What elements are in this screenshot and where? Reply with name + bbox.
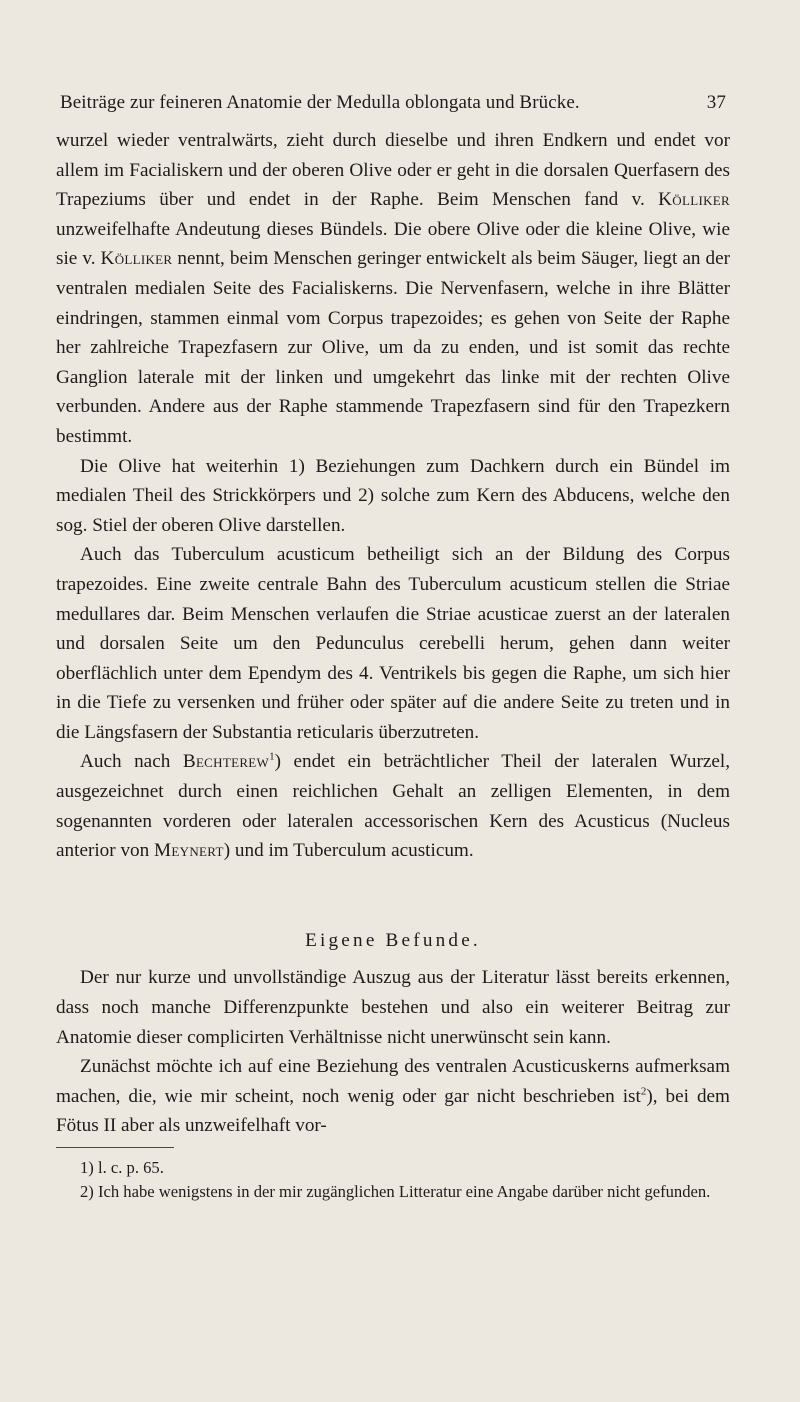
footnotes [56,1156,756,1204]
author-name-koelliker: Kölliker [658,189,730,211]
paragraph-3: Auch das Tuberculum acusticum betheiligt sich an der Bildung des Corpus trapezoides. Eine zweite centrale Bahn des Tuberculum acusticum stellen die Striae medullares dar. Beim Menschen verlaufen die Striae acusticae zuerst an der lateralen und dorsalen Seite um den Pedunculus cerebelli herum, gehen dann weiter oberflächlich unter dem Ependym des 4. Ventrikels bis gegen die Raphe, um sich hier in die Tiefe zu versenken und früher oder später auf die andere Seite zu treten und in die Längsfasern der Substantia reticularis überzutreten. [56,544,730,743]
paragraph-4-text-b: ) endet ein beträchtlicher Theil der lateralen Wurzel, ausgezeichnet durch einen reichlichen Gehalt an zelligen Elementen, in dem sogenannten vorderen oder lateralen accessorischen Kern des Acusticus (Nucleus anterior von [56,751,730,862]
paragraph-2: Die Olive hat weiterhin 1) Beziehungen zum Dachkern durch ein Bündel im medialen Theil des Strickkörpers und 2) solche zum Kern des Abducens, welche den sog. Stiel der oberen Olive darstellen. [56,455,730,536]
paragraph-1-text-c: nennt, beim Menschen geringer entwickelt als beim Säuger, liegt an der ventralen medialen Seite des Facialiskerns. Die Nervenfasern, welche in ihre Blätter eindringen, stammen einmal vom Corpus trapezoides; es gehen von Seite der Raphe her zahlreiche Trapezfasern zur Olive, um da zu enden, und ist somit das rechte Ganglion laterale mit der linken und umgekehrt das linke mit der rechten Olive verbunden. Andere aus der Raphe stammende Trapezfasern sind für den Trapezkern bestimmt. [56,248,730,447]
paragraph-6-text-a: Zunächst möchte ich auf eine Beziehung des ventralen Acusticuskerns aufmerksam machen, die, wie mir scheint, noch wenig oder gar nicht beschrieben ist [56,1056,730,1107]
footnote-ref-2: 2 [640,1085,647,1098]
paragraph-1 [56,126,730,452]
running-head-title: Beiträge zur feineren Anatomie der Medulla oblongata und Brücke. [60,92,580,113]
page-number: 37 [706,92,726,113]
paragraph-6 [56,1052,730,1141]
paragraph-1-text-a: wurzel wieder ventralwärts, zieht durch dieselbe und ihren Endkern und endet vor allem im Facialiskern und der oberen Olive oder er geht in die dorsalen Querfasern des Trapeziums über und endet in der Raphe. Beim Menschen fand v. [56,130,730,211]
author-name-bechterew: Bechterew [182,751,270,773]
author-name-koelliker-2: Kölliker [100,248,173,270]
paragraph-4-text-a: Auch nach [80,751,183,773]
paragraph-6-text-b: ), bei dem Fötus II aber als unzweifelhaft vor- [56,1085,730,1137]
main-text [56,126,756,1141]
paragraph-5: Der nur kurze und unvollständige Auszug aus der Literatur lässt bereits erkennen, dass noch manche Differenzpunkte bestehen und also ein weiterer Beitrag zur Anatomie dieser complicirten Verhältnisse nicht unerwünscht sein kann. [56,967,730,1048]
author-name-meynert: Meynert [154,840,224,862]
footnote-ref-1: 1 [269,751,275,764]
footnote-2: 2) Ich habe wenigstens in der mir zugänglichen Litteratur eine Angabe darüber nicht gefunden. [80,1182,711,1201]
paragraph-4 [56,747,730,865]
footnote-divider [56,1147,174,1148]
paragraph-4-text-c: ) und im Tuberculum acusticum. [223,840,474,862]
paragraph-1-text-b: unzweifelhafte Andeutung dieses Bündels. Die obere Olive oder die kleine Olive, wie sie v. [56,218,730,270]
running-head [56,92,756,120]
section-heading: Eigene Befunde. [305,929,481,951]
footnote-1: 1) l. c. p. 65. [80,1158,164,1177]
